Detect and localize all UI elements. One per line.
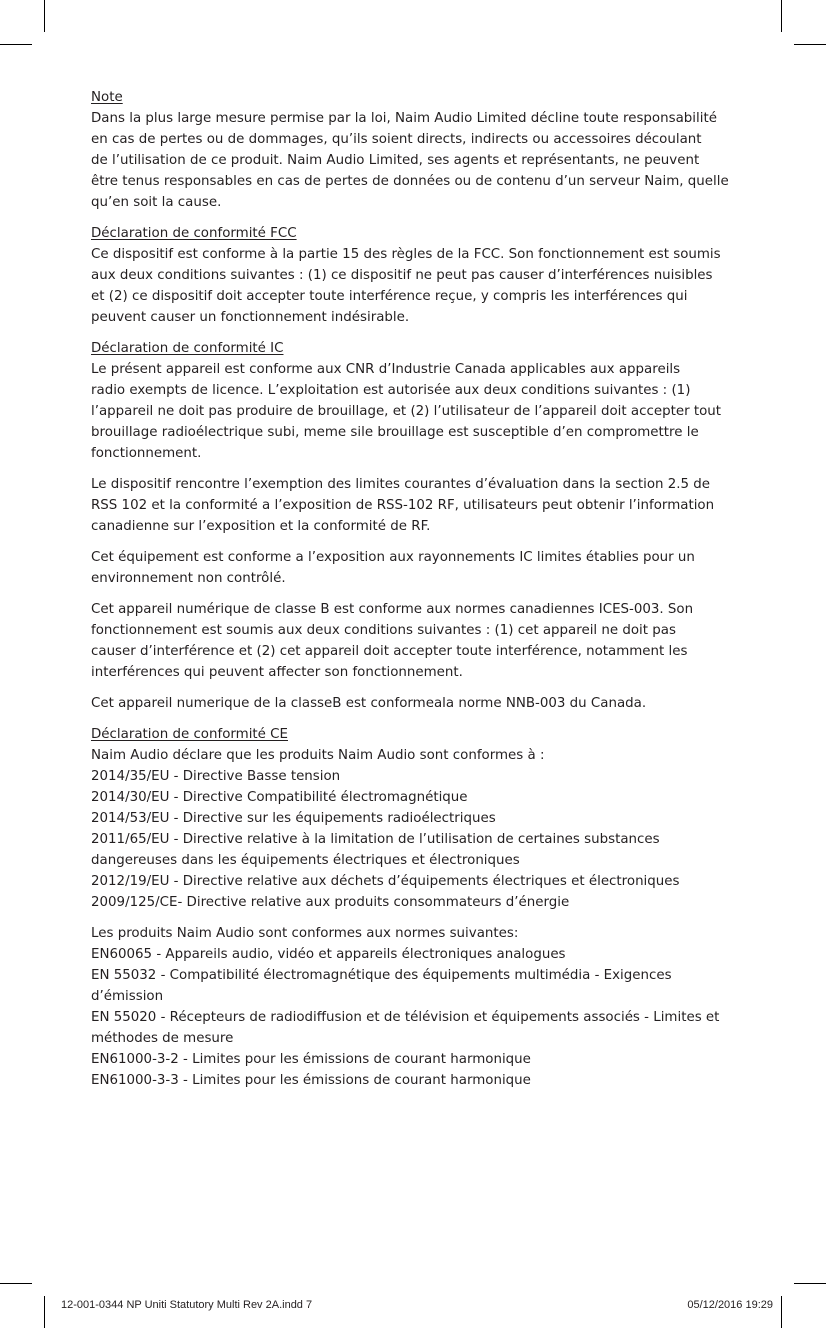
- ic-heading: Déclaration de conformité IC: [91, 341, 284, 356]
- ce-directive: 2014/30/EU - Directive Compatibilité électromagnétique: [91, 790, 468, 805]
- fcc-section: [91, 223, 741, 328]
- ce-directive: 2014/53/EU - Directive sur les équipements radioélectriques: [91, 811, 496, 826]
- standard-item: EN61000-3-3 - Limites pour les émissions de courant harmonique: [91, 1073, 531, 1088]
- crop-mark-top-left-v: [44, 0, 45, 32]
- rss-text: RSS 102 et la conformité a l’exposition de RSS-102 RF, utilisateurs peut obtenir l’information: [91, 498, 715, 513]
- fcc-text: peuvent causer un fonctionnement indésirable.: [91, 310, 410, 325]
- footer-file-slug: 12-001-0344 NP Uniti Statutory Multi Rev 2A.indd 7: [61, 1299, 313, 1311]
- ices-text: causer d’interférence et (2) cet appareil doit accepter toute interférence, notamment les: [91, 644, 688, 659]
- ic-text: radio exempts de licence. L’exploitation est autorisée aux deux conditions suivantes : (1): [91, 383, 691, 398]
- crop-mark-bottom-left-h: [0, 1283, 32, 1284]
- standard-item: EN 55032 - Compatibilité électromagnétique des équipements multimédia - Exigences: [91, 968, 672, 983]
- fcc-text: Ce dispositif est conforme à la partie 15 des règles de la FCC. Son fonctionnement est soumis: [91, 247, 721, 262]
- fcc-text: aux deux conditions suivantes : (1) ce dispositif ne peut pas causer d’interférences nuisibles: [91, 268, 713, 283]
- rss-paragraph: [91, 474, 741, 537]
- document-body: [91, 87, 741, 1101]
- crop-mark-bottom-left-v: [44, 1296, 45, 1328]
- ices-text: interférences qui peuvent affecter son fonctionnement.: [91, 665, 463, 680]
- ce-directive: 2014/35/EU - Directive Basse tension: [91, 769, 341, 784]
- exposure-text: Cet équipement est conforme a l’exposition aux rayonnements IC limites établies pour un: [91, 550, 695, 565]
- ic-section: [91, 338, 741, 464]
- crop-mark-bottom-right-v: [781, 1296, 782, 1328]
- ce-directive: 2012/19/EU - Directive relative aux déchets d’équipements électriques et électroniques: [91, 874, 680, 889]
- ic-text: l’appareil ne doit pas produire de brouillage, et (2) l’utilisateur de l’appareil doit accepter tout: [91, 404, 722, 419]
- exposure-paragraph: [91, 547, 741, 589]
- ices-text: Cet appareil numérique de classe B est conforme aux normes canadiennes ICES-003. Son: [91, 602, 694, 617]
- standard-item: d’émission: [91, 989, 164, 1004]
- standard-item: EN60065 - Appareils audio, vidéo et appareils électroniques analogues: [91, 947, 566, 962]
- ic-text: Le présent appareil est conforme aux CNR d’Industrie Canada applicables aux appareils: [91, 362, 681, 377]
- standard-item: EN 55020 - Récepteurs de radiodiffusion et de télévision et équipements associés - Limites et: [91, 1010, 720, 1025]
- rss-text: canadienne sur l’exposition et la conformité de RF.: [91, 519, 431, 534]
- exposure-text: environnement non contrôlé.: [91, 571, 286, 586]
- ce-directive: 2011/65/EU - Directive relative à la limitation de l’utilisation de certaines substances: [91, 832, 660, 847]
- nnb-paragraph: [91, 693, 741, 714]
- rss-text: Le dispositif rencontre l’exemption des limites courantes d’évaluation dans la section 2.5 de: [91, 477, 711, 492]
- ic-text: fonctionnement.: [91, 446, 202, 461]
- note-heading: Note: [91, 90, 123, 105]
- ce-section: [91, 724, 741, 913]
- note-text: être tenus responsables en cas de pertes de données ou de contenu d’un serveur Naim, quelle: [91, 174, 729, 189]
- ices-text: fonctionnement est soumis aux deux conditions suivantes : (1) cet appareil ne doit pas: [91, 623, 676, 638]
- standard-item: méthodes de mesure: [91, 1031, 234, 1046]
- crop-mark-top-right-v: [781, 0, 782, 32]
- crop-mark-bottom-right-h: [794, 1283, 826, 1284]
- footer-date-slug: 05/12/2016 19:29: [687, 1299, 773, 1311]
- note-section: [91, 87, 741, 213]
- note-text: de l’utilisation de ce produit. Naim Audio Limited, ses agents et représentants, ne peuvent: [91, 153, 700, 168]
- fcc-text: et (2) ce dispositif doit accepter toute interférence reçue, y compris les interférences qui: [91, 289, 688, 304]
- standards-section: [91, 923, 741, 1091]
- note-text: Dans la plus large mesure permise par la loi, Naim Audio Limited décline toute responsabilité: [91, 111, 717, 126]
- ce-directive: dangereuses dans les équipements électriques et électroniques: [91, 853, 520, 868]
- ce-text: Naim Audio déclare que les produits Naim Audio sont conformes à :: [91, 748, 545, 763]
- fcc-heading: Déclaration de conformité FCC: [91, 226, 297, 241]
- crop-mark-top-right-h: [794, 44, 826, 45]
- ce-directive: 2009/125/CE- Directive relative aux produits consommateurs d’énergie: [91, 895, 570, 910]
- crop-mark-top-left-h: [0, 44, 32, 45]
- note-text: qu’en soit la cause.: [91, 195, 222, 210]
- standards-intro: Les produits Naim Audio sont conformes aux normes suivantes:: [91, 926, 519, 941]
- ic-text: brouillage radioélectrique subi, meme sile brouillage est susceptible d’en compromettre le: [91, 425, 699, 440]
- ce-heading: Déclaration de conformité CE: [91, 727, 288, 742]
- standard-item: EN61000-3-2 - Limites pour les émissions de courant harmonique: [91, 1052, 531, 1067]
- note-text: en cas de pertes ou de dommages, qu’ils soient directs, indirects ou accessoires découlant: [91, 132, 702, 147]
- ices-paragraph: [91, 599, 741, 683]
- nnb-text: Cet appareil numerique de la classeB est conformeala norme NNB-003 du Canada.: [91, 696, 647, 711]
